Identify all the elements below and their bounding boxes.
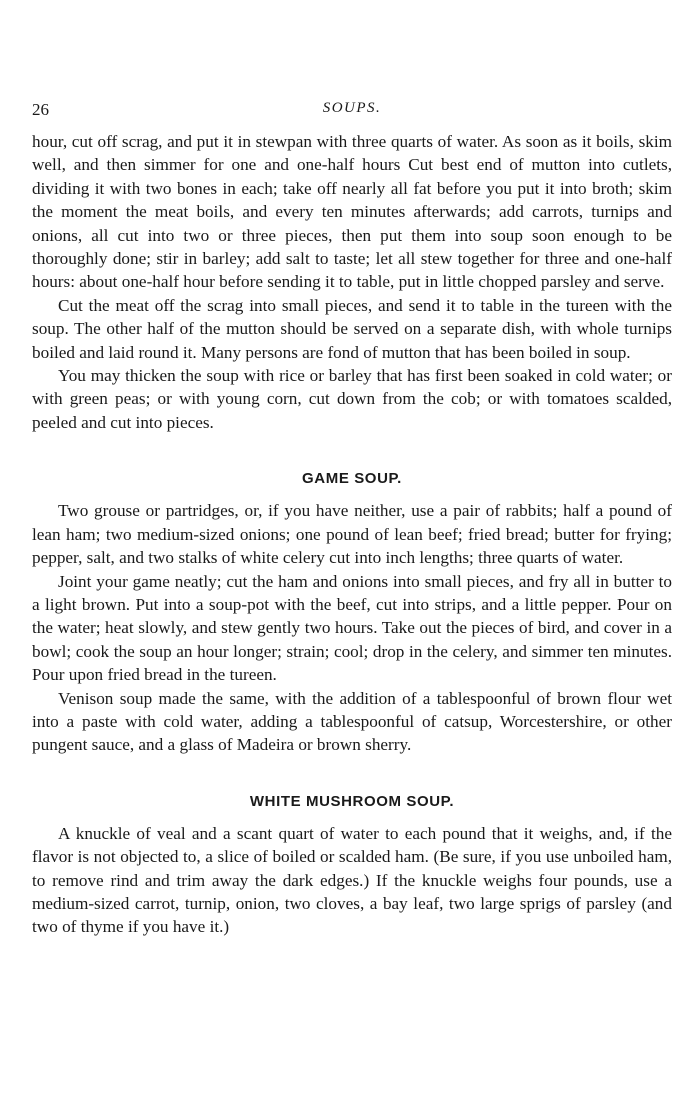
paragraph: You may thicken the soup with rice or barley that has first been soaked in cold water; or with green peas; or with young corn, cut down from the cob; or with tomatoes scalded, peeled and cut into pieces. — [32, 366, 672, 432]
paragraph: hour, cut off scrag, and put it in stewpan with three quarts of water. As soon as it boils, skim well, and then simmer for one and one-half hours Cut best end of mutton into cutlets, dividing it with two bones in each; take off nearly all fat before you put it into broth; skim the moment the meat boils, and every ten minutes afterwards; add carrots, turnips and onions, all cut into two or three pieces, then put them into soup soon enough to be thoroughly done; stir in barley; add salt to taste; let all stew together for three and one-half hours: about one-half hour before sending it to table, put in little chopped parsley and serve. — [32, 132, 672, 292]
paragraph: Cut the meat off the scrag into small pieces, and send it to table in the tureen with the soup. The other half of the mutton should be served on a separate dish, with whole turnips boiled and laid round it. Many persons are fond of mutton that has been boiled in soup. — [32, 295, 672, 362]
section-heading: GAME SOUP. — [302, 470, 402, 488]
white-mushroom-soup-section — [32, 793, 672, 939]
mutton-broth-continuation — [32, 130, 672, 434]
page-number: 26 — [32, 100, 49, 119]
game-soup-section — [32, 470, 672, 756]
section-heading: WHITE MUSHROOM SOUP. — [249, 792, 455, 810]
paragraph: Venison soup made the same, with the addition of a tablespoonful of brown flour wet into a paste with cold water, adding a tablespoonful of catsup, Worcestershire, or other pungent sauce, and a glass of Madeira or brown sherry. — [32, 688, 672, 755]
book-page — [32, 96, 672, 939]
running-title: SOUPS. — [322, 100, 382, 116]
paragraph: A knuckle of veal and a scant quart of water to each pound that it weighs, and, if the flavor is not objected to, a slice of boiled or scalded ham. (Be sure, if you use unboiled ham, to remove rind and trim away the dark edges.) If the knuckle weighs four pounds, use a medium-sized carrot, turnip, onion, two cloves, a bay leaf, two large sprigs of parsley (and two of thyme if you have it.) — [32, 823, 672, 937]
running-head — [32, 96, 672, 124]
paragraph: Two grouse or partridges, or, if you have neither, use a pair of rabbits; half a pound of lean ham; two medium-sized onions; one pound of lean beef; fried bread; butter for frying; pepper, salt, and two stalks of white celery cut into inch lengths; three quarts of water. — [32, 501, 672, 568]
paragraph: Joint your game neatly; cut the ham and onions into small pieces, and fry all in butter to a light brown. Put into a soup-pot with the beef, cut into strips, and a little pepper. Pour on the water; heat slowly, and stew gently two hours. Take out the pieces of bird, and cover in a bowl; cook the soup an hour longer; strain; cool; drop in the celery, and simmer ten minutes. Pour upon fried bread in the tureen. — [32, 571, 672, 685]
